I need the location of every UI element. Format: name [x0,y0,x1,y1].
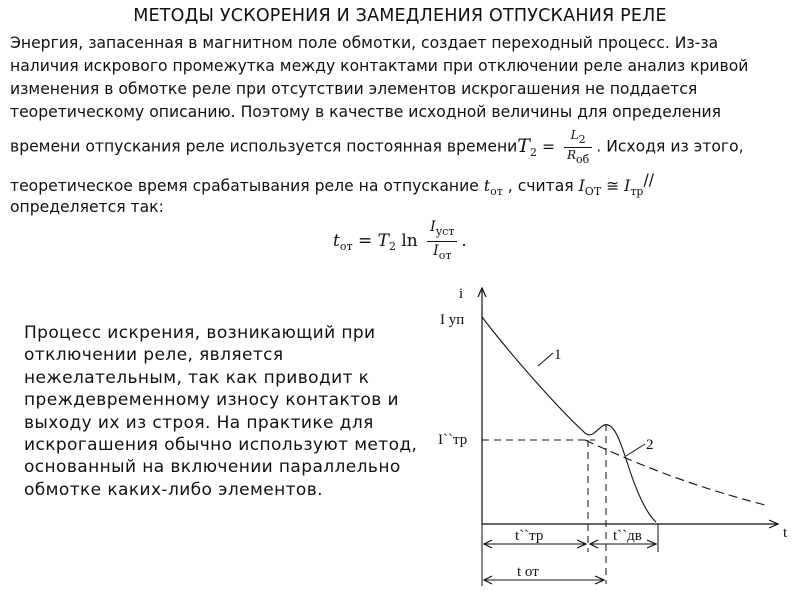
curve-2-label: 2 [646,437,654,453]
t-tr-label: t``тр [515,528,544,544]
curve-1 [482,317,656,522]
t-ot-label: t от [517,564,539,580]
slide-title: МЕТОДЫ УСКОРЕНИЯ И ЗАМЕДЛЕНИЯ ОТПУСКАНИЯ РЕЛЕ [133,6,667,26]
curve-2-leader [626,444,645,456]
curve-1-leader [538,353,553,366]
curve-1-label: 1 [554,347,562,363]
line5-suffix: . Исходя из этого, [596,137,744,156]
current-condition: $I_{ОТ}$ ≅ $I_{тр}$ [578,177,644,198]
arcing-paragraph: Процесс искрения, возникающий при отключении реле, является нежелательным, так как приводит к преждевременному износу контактов и выходу их из строя. На практике для искрогашения обычно используют метод, основанный на включении параллельно обмотке каких-либо элементов. [24,323,418,500]
text-line-4: теоретическому описанию. Поэтому в качестве исходной величины для определения [10,103,722,121]
line6-mid: , считая [507,177,574,195]
release-time-formula: $t_{от} = T_2$ ln $\frac{I_{уст}}{I_{от}}$ . [333,219,467,262]
t-dv-label: t``дв [613,528,642,544]
text-line-7: определяется так: [10,198,164,216]
time-constant-formula: $T_2$ = $\frac{L2}{\text{Rоб}}$ [517,138,596,156]
text-line-1: Энергия, запасенная в магнитном поле обмотки, создает переходный процесс. Из-за [10,34,719,52]
line6-suffix: // [643,171,654,189]
x-axis-label: t [783,525,788,541]
text-line-2: наличия искрового промежутка между контактами при отключении реле анализ кривой [10,57,749,75]
line6-prefix: теоретическое время срабатывания реле на отпускание [10,177,479,195]
text-line-3: изменения в обмотке реле при отсутствии элементов искрогашения не поддается [10,80,698,98]
i-tr-label: I``тр [438,432,468,448]
i-up-label: I уп [440,312,465,328]
y-axis-label: i [459,286,464,302]
curve-2 [585,440,765,505]
line5-prefix: времени отпускания реле используется постоянная времени [10,137,518,156]
t-ot-symbol: $t_{от}$ [483,177,503,198]
